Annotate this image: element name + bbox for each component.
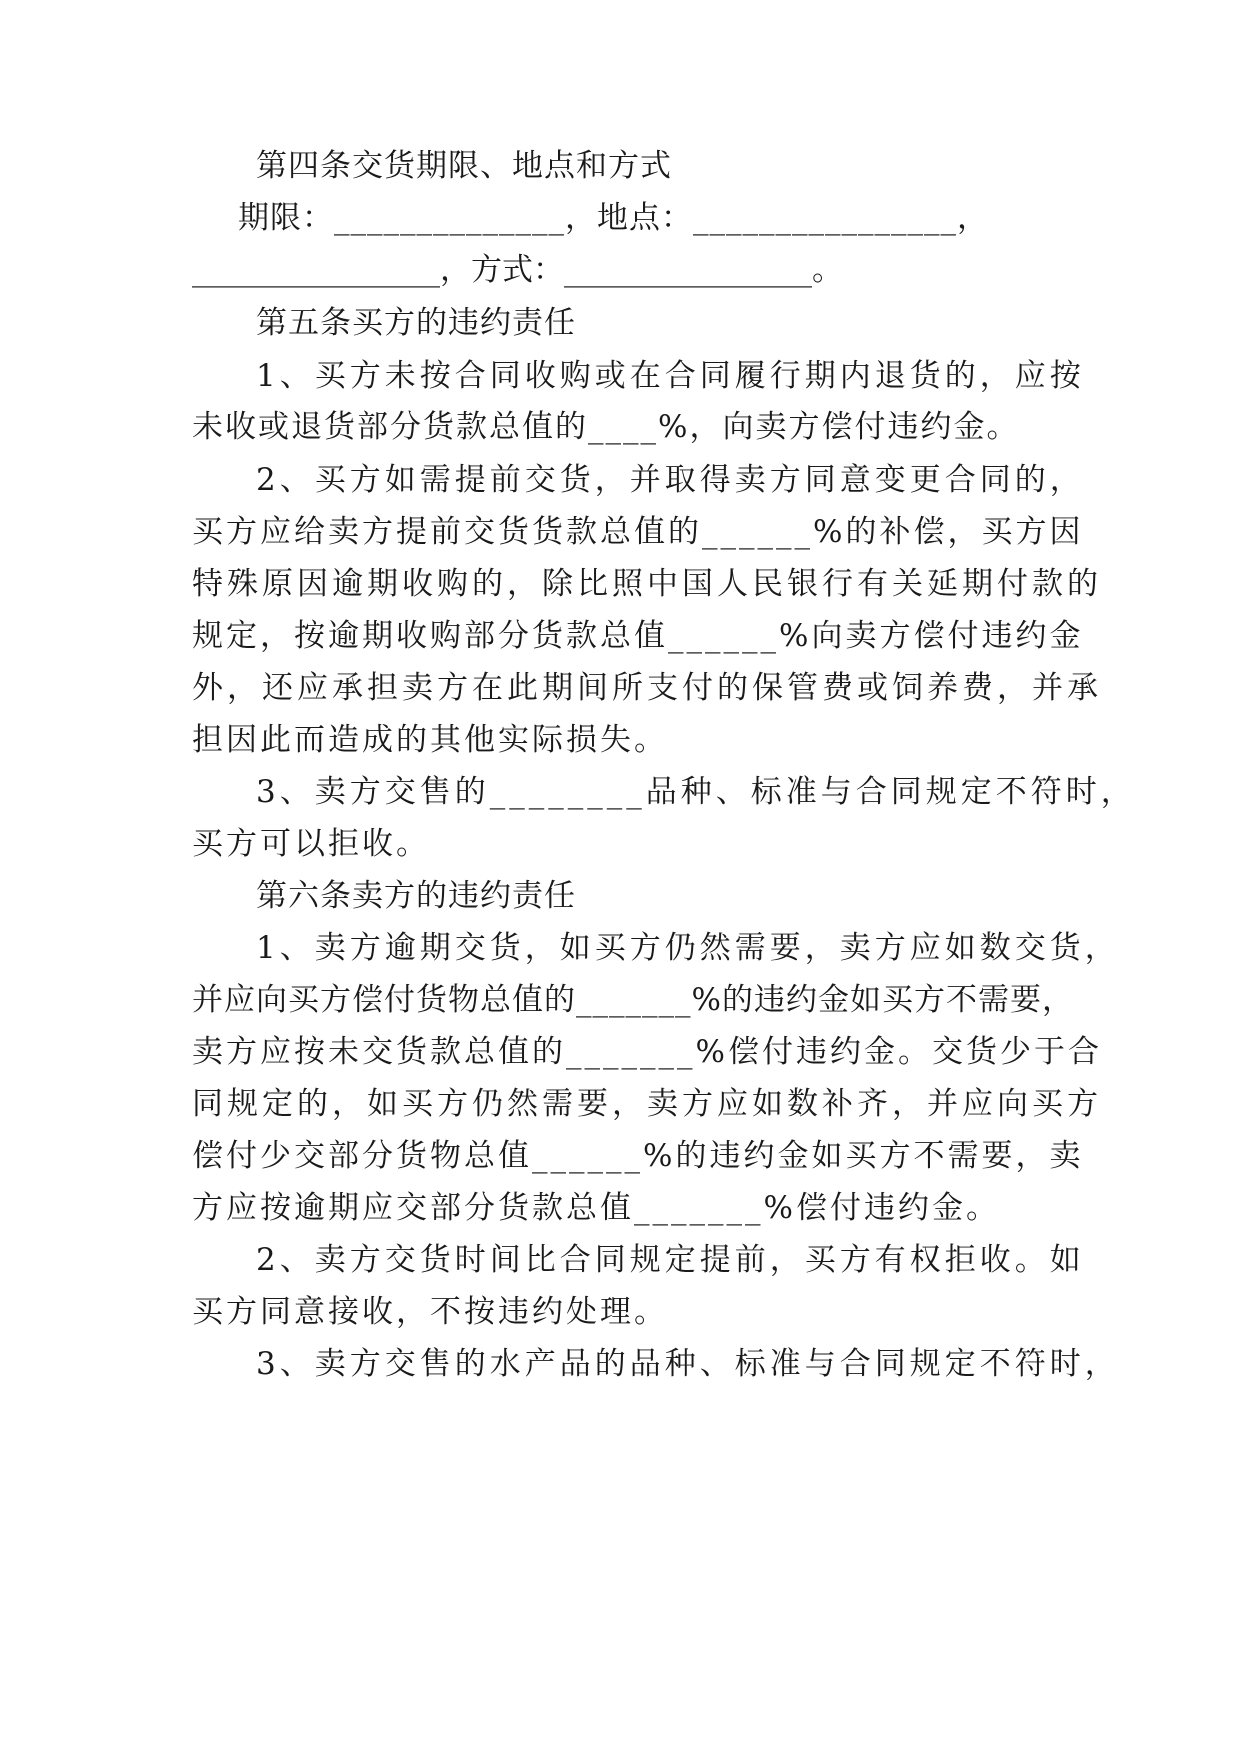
article-5-clause-3-line-1: 3、卖方交售的________品种、标准与合同规定不符时， bbox=[256, 774, 1136, 810]
article-4-line-1: 期限：______________，地点：________________， bbox=[238, 200, 989, 236]
article-6-clause-1-line-4: 同规定的，如买方仍然需要，卖方应如数补齐，并应向买方 bbox=[192, 1086, 1102, 1122]
article-5-clause-2-line-3: 特殊原因逾期收购的，除比照中国人民银行有关延期付款的 bbox=[192, 566, 1102, 602]
article-5-clause-2-line-4: 规定，按逾期收购部分货款总值______%向卖方偿付违约金 bbox=[192, 618, 1084, 654]
article-5-clause-1-line-2: 未收或退货部分货款总值的____%，向卖方偿付违约金。 bbox=[192, 409, 1020, 445]
article-4-line-2: ________________，方式：________________。 bbox=[192, 252, 843, 288]
article-5-clause-2-line-1: 2、买方如需提前交货，并取得卖方同意变更合同的， bbox=[256, 462, 1085, 498]
article-6-clause-1-line-5: 偿付少交部分货物总值______%的违约金如买方不需要，卖 bbox=[192, 1138, 1084, 1174]
article-6-clause-1-line-1: 1、卖方逾期交货，如买方仍然需要，卖方应如数交货， bbox=[256, 930, 1120, 966]
article-6-title: 第六条卖方的违约责任 bbox=[256, 878, 576, 914]
article-6-clause-1-line-6: 方应按逾期应交部分货款总值_______%偿付违约金。 bbox=[192, 1190, 1000, 1226]
article-6-clause-2-line-1: 2、卖方交货时间比合同规定提前，买方有权拒收。如 bbox=[256, 1242, 1085, 1278]
article-5-clause-3-line-2: 买方可以拒收。 bbox=[192, 826, 430, 862]
article-6-clause-1-line-2: 并应向买方偿付货物总值的_______%的违约金如买方不需要， bbox=[192, 982, 1074, 1018]
article-4-title: 第四条交货期限、地点和方式 bbox=[256, 148, 672, 184]
article-6-clause-2-line-2: 买方同意接收，不按违约处理。 bbox=[192, 1294, 668, 1330]
article-5-clause-1-line-1: 1、买方未按合同收购或在合同履行期内退货的，应按 bbox=[256, 358, 1085, 394]
article-5-title: 第五条买方的违约责任 bbox=[256, 305, 576, 341]
article-6-clause-1-line-3: 卖方应按未交货款总值的_______%偿付违约金。交货少于合 bbox=[192, 1034, 1102, 1070]
article-5-clause-2-line-6: 担因此而造成的其他实际损失。 bbox=[192, 722, 668, 758]
article-5-clause-2-line-2: 买方应给卖方提前交货货款总值的______%的补偿，买方因 bbox=[192, 514, 1084, 550]
article-6-clause-3-line-1: 3、卖方交售的水产品的品种、标准与合同规定不符时， bbox=[256, 1346, 1120, 1382]
article-5-clause-2-line-5: 外，还应承担卖方在此期间所支付的保管费或饲养费，并承 bbox=[192, 670, 1102, 706]
